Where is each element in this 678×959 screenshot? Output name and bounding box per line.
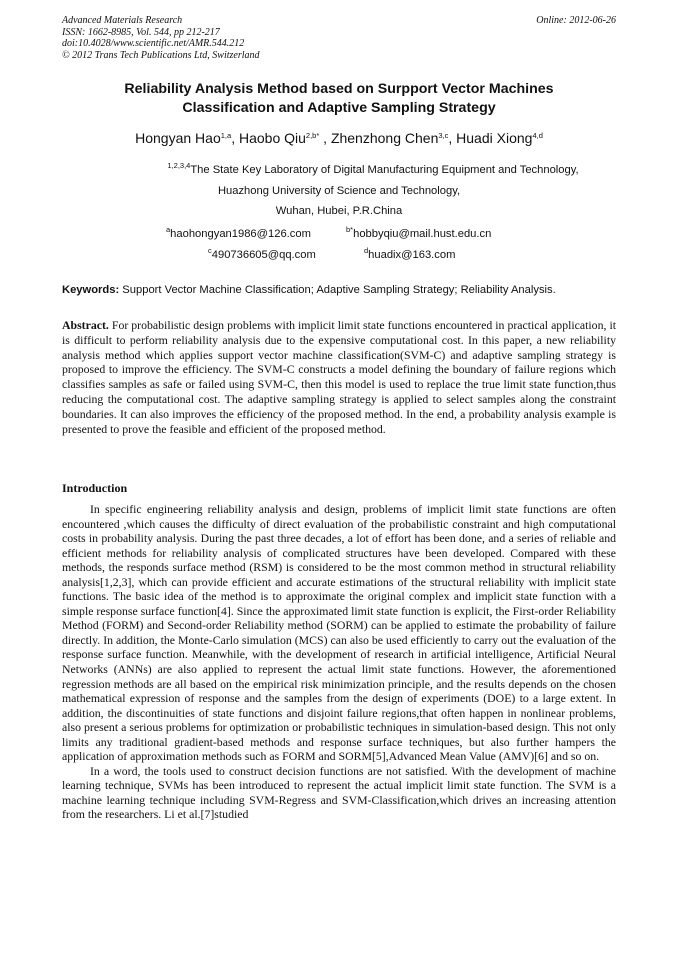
keywords-label: Keywords: [62, 284, 120, 296]
keywords-text: Support Vector Machine Classification; Adaptive Sampling Strategy; Reliability Analysis. [119, 284, 556, 296]
affiliation-line-1 [96, 160, 650, 181]
keywords [62, 282, 616, 298]
affiliation-line-2: Huazhong University of Science and Technology, [217, 184, 461, 197]
email-entry[interactable] [364, 245, 455, 266]
email-address: hobbyqiu@mail.hust.edu.cn [353, 228, 492, 240]
author-name: Haobo Qiu [238, 130, 306, 146]
email-address: haohongyan1986@126.com [170, 228, 311, 240]
title-line-2: Classification and Adaptive Sampling Strategy [182, 100, 496, 116]
email-entry[interactable] [208, 245, 316, 266]
title-line-1: Reliability Analysis Method based on Surpport Vector Machines [124, 81, 554, 97]
email-row [62, 224, 616, 245]
email-mark: d [364, 246, 369, 255]
copyright-line: © 2012 Trans Tech Publications Ltd, Switzerland [62, 49, 260, 61]
section-heading-introduction: Introduction [62, 481, 128, 495]
journal-name: Advanced Materials Research [62, 15, 183, 26]
email-mark: c [208, 246, 212, 255]
abstract [62, 318, 616, 436]
abstract-label: Abstract. [62, 318, 109, 332]
doi-line: doi:10.4028/www.scientific.net/AMR.544.212 [62, 38, 245, 49]
author-affiliation-mark: 4,d [532, 131, 543, 140]
affiliation-text: The State Key Laboratory of Digital Manufacturing Equipment and Technology, [190, 164, 579, 176]
email-address: huadix@163.com [368, 249, 456, 261]
introduction-body [62, 502, 616, 822]
email-mark: b* [346, 225, 354, 234]
paragraph: In specific engineering reliability analysis and design, problems of implicit limit state functions are often encountered ,which causes the difficulty of direct evaluation of the probabilistic constraint and high computational costs in probability analysis. During the past three decades, a lot of effort has been done, and a series of reliable and efficient methods for reliability analysis of complicated structures have been developed. Compared with these methods, the responds surface method (RSM) is considered to be the most common method in structural reliability analysis[1,2,3], which can provide efficient and accurate estimations of the structural reliability with implicit state functions. The basic idea of the method is to approximate the original complex and implicit state function with a simple response surface function[4]. Since the approximated limit state function is explicit, the First-order Reliability Method (FORM) and Second-order Reliability method (SORM) can be applied to estimate the probability of failure directly. In addition, the Monte-Carlo simulation (MCS) can also be used efficiently to carry out the evaluation of the response surface function. Meanwhile, with the development of research in artificial intelligence, Artificial Neural Networks (ANNs) are also applied to represent the actual limit state functions. However, the aforementioned regression methods are all based on the empirical risk minimization principle, and the results depends on the chosen mathematical expression of response and the samples from the design of experiments (DOE) to a large extent. In addition, the discontinuities of state functions and disjoint failure regions,that often happen in nonlinear problems, also present a serious problems for optimization or probabilistic techniques in simulation-based design. This not only limits any traditional gradient-based methods and response surface techniques, but also further hampers the application of approximation methods such as FORM and SORM[5],Advanced Mean Value (AMV)[6] and so on. [62, 502, 616, 764]
email-entry[interactable] [166, 224, 311, 245]
email-list [62, 224, 616, 266]
email-mark: a [166, 225, 171, 234]
affiliation-line-3: Wuhan, Hubei, P.R.China [275, 205, 403, 217]
author-list: Hongyan Hao$^{1,a}$, Haobo Qiu$^{2,b*}$ , Zhenzhong Chen$^{3,c}$, Huadi Xiong$^{4,d}$ [135, 130, 543, 146]
author-name: Zhenzhong Chen [330, 130, 439, 146]
author-affiliation-mark: 3,c [438, 131, 449, 140]
abstract-text: For probabilistic design problems with implicit limit state functions encountered in practical application, it is difficult to perform reliability analysis due to the expensive computational cost. In this paper, a new reliability analysis method which applies support vector machine classification(SVM-C) and adaptive sampling strategy is proposed to improve the efficiency. The SVM-C constructs a model defining the boundary of failure regions which classifies samples as safe or failed using SVM-C, then this model is used to replace the true limit state function,thus reducing the computational cost. The adaptive sampling strategy is applied to select samples along the constraint boundaries. It can also improves the efficiency of the proposed method. In the end, a probability analysis example is presented to prove the feasible and efficient of the proposed method. [62, 318, 616, 436]
affiliation [62, 160, 616, 222]
issn-line: ISSN: 1662-8985, Vol. 544, pp 212-217 [62, 26, 220, 38]
journal-header [62, 15, 616, 61]
email-address: 490736605@qq.com [211, 249, 316, 261]
email-row [62, 245, 616, 266]
paragraph: In a word, the tools used to construct decision functions are not satisfied. With the development of machine learning technique, SVMs has been introduced to represent the actual implicit limit state function. The SVM is a machine learning technique including SVM-Regress and SVM-Classification,which drives an increasing attention from the researchers. Li et al.[7]studied [62, 763, 616, 822]
author-affiliation-mark: 2,b* [305, 131, 320, 140]
affiliation-mark: 1,2,3,4 [167, 161, 191, 170]
author-name: Hongyan Hao [135, 130, 221, 146]
author-affiliation-mark: 1,a [220, 131, 232, 140]
author-name: Huadi Xiong [456, 130, 533, 146]
email-entry[interactable] [346, 224, 491, 245]
paper-title [62, 80, 616, 118]
online-date: Online: 2012-06-26 [536, 15, 616, 26]
